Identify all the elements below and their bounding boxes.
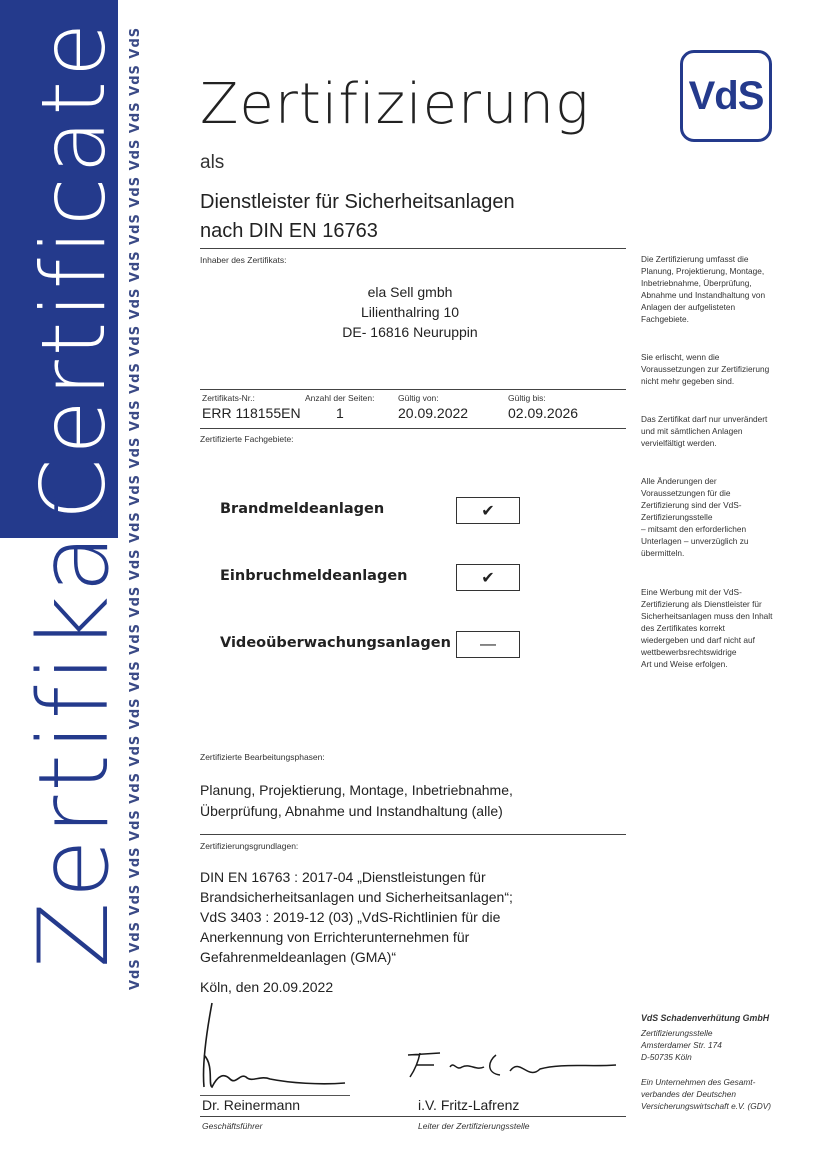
signature-line-left bbox=[200, 1095, 350, 1096]
signature-name-left: Dr. Reinermann bbox=[202, 1097, 301, 1113]
certificate-vertical-word: Certificate bbox=[22, 18, 125, 520]
valid-from: 20.09.2022 bbox=[398, 405, 469, 421]
note-expiry: Sie erlischt, wenn die Voraussetzungen zur Zertifizierung nicht mehr gegeben sind. bbox=[641, 352, 770, 386]
issuer-address: Zertifizierungsstelle Amsterdamer Str. 174 D-50735 Köln bbox=[641, 1028, 722, 1062]
valid-to: 02.09.2026 bbox=[508, 405, 579, 421]
divider bbox=[200, 389, 626, 390]
divider bbox=[200, 834, 626, 835]
pages-count: 1 bbox=[336, 405, 344, 421]
scope-checkbox-intrusion: ✔ bbox=[456, 564, 520, 591]
phases-line2: Überprüfung, Abnahme und Instandhaltung (alle) bbox=[200, 803, 503, 819]
note-changes: Alle Änderungen der Voraussetzungen für die Zertifizierung sind der VdS- Zertifizierungsstelle – mitsamt den erforderlichen Unterlagen – unverzüglich zu übermitteln. bbox=[641, 476, 749, 558]
basis-line: Gefahrenmeldeanlagen (GMA)“ bbox=[200, 949, 397, 965]
basis-line: VdS 3403 : 2019-12 (03) „VdS-Richtlinien für die bbox=[200, 909, 501, 925]
scope-item-fire: Brandmeldeanlagen bbox=[220, 501, 385, 517]
divider bbox=[200, 248, 626, 249]
note-advertising: Eine Werbung mit der VdS- Zertifizierung als Dienstleister für Sicherheitsanlagen muss den Inhalt des Zertifikates korrekt wiedergeben und darf nicht auf wettbewerbsrechtswidrige Art und Weise erfolgen. bbox=[641, 587, 773, 669]
valid-from-label: Gültig von: bbox=[398, 393, 439, 403]
phases-line1: Planung, Projektierung, Montage, Inbetriebnahme, bbox=[200, 782, 513, 798]
scope-item-intrusion: Einbruchmeldeanlagen bbox=[220, 568, 408, 584]
note-copy: Das Zertifikat darf nur unverändert und mit sämtlichen Anlagen vervielfältigt werden. bbox=[641, 414, 768, 448]
page-title: Zertifizierung bbox=[200, 72, 590, 137]
holder-label: Inhaber des Zertifikats: bbox=[200, 255, 287, 265]
holder-name: ela Sell gmbh bbox=[367, 284, 453, 300]
zertifikat-vertical-word: Zertifikat bbox=[18, 488, 130, 968]
scope-checkbox-video: — bbox=[456, 631, 520, 658]
subtitle-line1: Dienstleister für Sicherheitsanlagen bbox=[200, 191, 515, 213]
basis-label: Zertifizierungsgrundlagen: bbox=[200, 841, 299, 851]
scope-label: Zertifizierte Fachgebiete: bbox=[200, 434, 294, 444]
vds-logo-text: VdS bbox=[688, 73, 764, 118]
issuer-name: VdS Schadenverhütung GmbH bbox=[641, 1013, 770, 1023]
signature-right-drawing bbox=[400, 1045, 620, 1085]
note-scope: Die Zertifizierung umfasst die Planung, Projektierung, Montage, Inbetriebnahme, Überprüfung, Abnahme und Instandhaltung von Anlagen der aufgelisteten Fachgebiete. bbox=[641, 254, 766, 324]
vds-security-strip: VdS VdS VdS VdS VdS VdS VdS VdS VdS VdS VdS VdS VdS VdS VdS VdS VdS VdS VdS VdS VdS VdS VdS VdS VdS VdS bbox=[128, 26, 143, 990]
divider bbox=[200, 428, 626, 429]
subtitle-line2: nach DIN EN 16763 bbox=[200, 220, 378, 242]
scope-item-video: Videoüberwachungsanlagen bbox=[220, 635, 451, 651]
signature-left-drawing bbox=[190, 995, 360, 1095]
cert-number: ERR 118155EN bbox=[202, 405, 301, 421]
divider bbox=[200, 1116, 626, 1117]
scope-checkbox-fire: ✔ bbox=[456, 497, 520, 524]
holder-city: DE- 16816 Neuruppin bbox=[342, 324, 478, 340]
phases-label: Zertifizierte Bearbeitungsphasen: bbox=[200, 752, 325, 762]
pages-label: Anzahl der Seiten: bbox=[305, 393, 375, 403]
place-date: Köln, den 20.09.2022 bbox=[200, 979, 334, 995]
valid-to-label: Gültig bis: bbox=[508, 393, 546, 403]
holder-street: Lilienthalring 10 bbox=[360, 304, 460, 320]
cert-number-label: Zertifikats-Nr.: bbox=[202, 393, 255, 403]
basis-line: Anerkennung von Errichterunternehmen für bbox=[200, 929, 470, 945]
signature-role-left: Geschäftsführer bbox=[202, 1121, 263, 1131]
als-text: als bbox=[200, 152, 225, 173]
signature-role-right: Leiter der Zertifizierungsstelle bbox=[418, 1121, 530, 1131]
vds-logo bbox=[680, 50, 772, 142]
basis-line: DIN EN 16763 : 2017-04 „Dienstleistungen für bbox=[200, 869, 486, 885]
issuer-group: Ein Unternehmen des Gesamt- verbandes der Deutschen Versicherungswirtschaft e.V. (GDV) bbox=[641, 1077, 772, 1111]
signature-name-right: i.V. Fritz-Lafrenz bbox=[418, 1097, 520, 1113]
basis-line: Brandsicherheitsanlagen und Sicherheitsanlagen“; bbox=[200, 889, 513, 905]
